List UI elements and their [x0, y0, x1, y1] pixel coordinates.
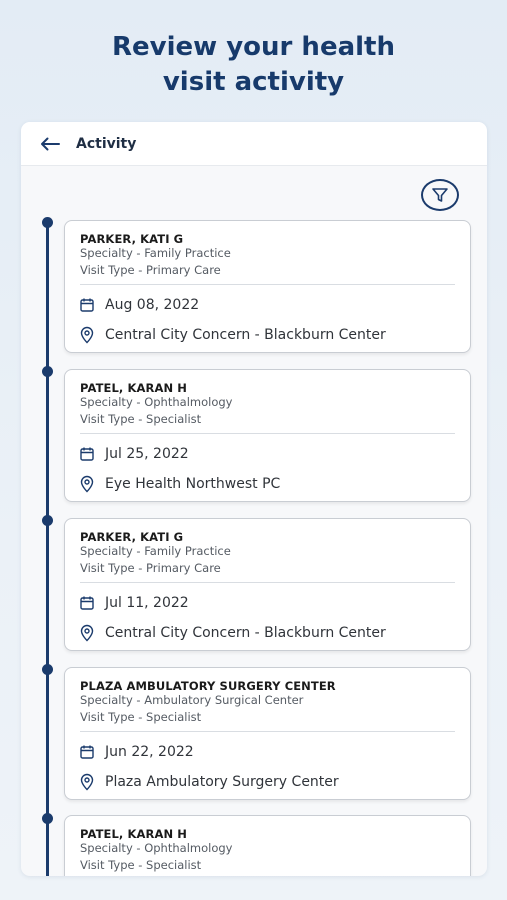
filter-icon	[431, 186, 449, 204]
location-pin-icon	[78, 624, 96, 642]
provider-name: PATEL, KARAN H	[80, 381, 187, 395]
visit-type-text: Visit Type - Primary Care	[80, 561, 221, 575]
page-headline	[0, 30, 507, 100]
visit-location-row	[78, 326, 386, 344]
headline-line-1: Review your health	[112, 32, 395, 62]
visit-card[interactable]	[64, 815, 471, 876]
timeline-dot	[42, 217, 53, 228]
location-pin-icon	[78, 773, 96, 791]
timeline-dot	[42, 664, 53, 675]
page-title: Activity	[76, 135, 137, 152]
visit-card[interactable]	[64, 667, 471, 800]
visit-type-text: Visit Type - Specialist	[80, 412, 202, 426]
top-bar	[21, 122, 487, 166]
provider-name: PLAZA AMBULATORY SURGERY CENTER	[80, 679, 336, 693]
arrow-left-icon[interactable]	[40, 133, 62, 155]
visit-location: Plaza Ambulatory Surgery Center	[105, 774, 339, 790]
timeline-dot	[42, 813, 53, 824]
provider-name: PARKER, KATI G	[80, 232, 184, 246]
visit-card[interactable]	[64, 518, 471, 651]
visit-location: Eye Health Northwest PC	[105, 476, 281, 492]
calendar-icon	[78, 743, 96, 761]
visit-date-row	[78, 445, 189, 463]
specialty-text: Specialty - Ophthalmology	[80, 841, 233, 855]
specialty-text: Specialty - Family Practice	[80, 246, 231, 260]
location-pin-icon	[78, 475, 96, 493]
card-divider	[80, 284, 455, 285]
visit-type-text: Visit Type - Specialist	[80, 710, 202, 724]
specialty-text: Specialty - Ophthalmology	[80, 395, 233, 409]
timeline-dot	[42, 366, 53, 377]
visit-date: Jul 25, 2022	[105, 446, 189, 462]
location-pin-icon	[78, 326, 96, 344]
card-divider	[80, 433, 455, 434]
card-divider	[80, 731, 455, 732]
visit-card[interactable]	[64, 369, 471, 502]
specialty-text: Specialty - Ambulatory Surgical Center	[80, 693, 304, 707]
visit-date-row	[78, 743, 194, 761]
timeline-line	[46, 222, 49, 876]
timeline-dot	[42, 515, 53, 526]
visit-date-row	[78, 296, 199, 314]
visit-card[interactable]	[64, 220, 471, 353]
visit-location: Central City Concern - Blackburn Center	[105, 625, 386, 641]
provider-name: PARKER, KATI G	[80, 530, 184, 544]
visit-location: Central City Concern - Blackburn Center	[105, 327, 386, 343]
calendar-icon	[78, 594, 96, 612]
visit-type-text: Visit Type - Specialist	[80, 858, 202, 872]
visit-date: Jul 11, 2022	[105, 595, 189, 611]
provider-name: PATEL, KARAN H	[80, 827, 187, 841]
visit-location-row	[78, 773, 339, 791]
calendar-icon	[78, 296, 96, 314]
visit-location-row	[78, 624, 386, 642]
app-screen	[21, 122, 487, 876]
visit-date-row	[78, 594, 189, 612]
specialty-text: Specialty - Family Practice	[80, 544, 231, 558]
visit-location-row	[78, 475, 280, 493]
headline-line-2: visit activity	[162, 67, 345, 97]
card-divider	[80, 582, 455, 583]
visit-date: Aug 08, 2022	[105, 297, 200, 313]
visit-type-text: Visit Type - Primary Care	[80, 263, 221, 277]
filter-button[interactable]	[421, 179, 459, 211]
visit-date: Jun 22, 2022	[105, 744, 194, 760]
calendar-icon	[78, 445, 96, 463]
